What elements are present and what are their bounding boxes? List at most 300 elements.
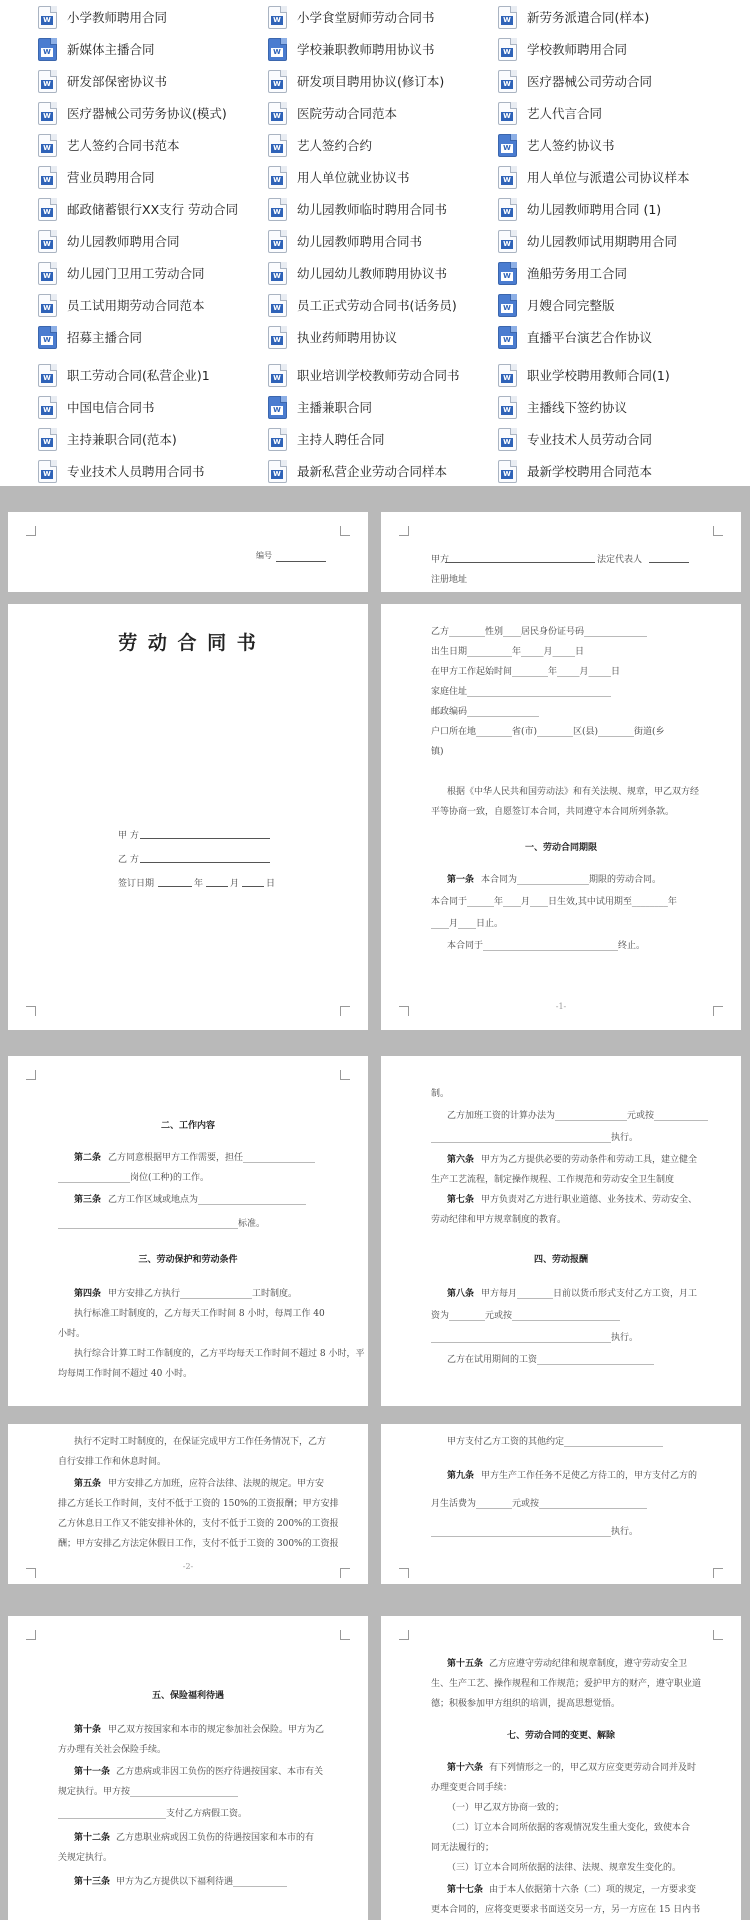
file-item[interactable] xyxy=(268,100,397,126)
word-glyph: W xyxy=(271,208,283,217)
word-glyph: W xyxy=(271,470,283,479)
p4-line-1: 乙方________性别____居民身份证号码______________ xyxy=(431,627,648,637)
article-16-label: 第十六条 xyxy=(447,1763,484,1773)
contract-number-line xyxy=(276,561,326,562)
file-name: 医疗器械公司劳务协议(模式) xyxy=(67,106,227,121)
p4-line-2: 出生日期__________年_____月_____日 xyxy=(431,647,585,657)
file-name: 中国电信合同书 xyxy=(67,400,155,415)
word-doc-icon xyxy=(38,428,57,451)
word-glyph: W xyxy=(501,406,513,415)
file-item[interactable] xyxy=(38,260,205,286)
file-item[interactable] xyxy=(498,458,652,484)
word-doc-icon xyxy=(268,262,287,285)
article-3-line-1: 乙方工作区域或地点为________________________ xyxy=(108,1195,307,1205)
article-5-line-1: 甲方安排乙方加班，应符合法律、法规的规定。甲方安 xyxy=(108,1479,325,1489)
file-item[interactable] xyxy=(498,100,602,126)
article-10-label: 第十条 xyxy=(74,1725,102,1735)
word-glyph: W xyxy=(501,112,513,121)
word-doc-icon xyxy=(268,166,287,189)
word-doc-icon xyxy=(38,460,57,483)
word-doc-icon xyxy=(268,364,287,387)
word-glyph: W xyxy=(41,240,53,249)
file-item[interactable] xyxy=(268,324,397,350)
word-doc-icon xyxy=(498,198,517,221)
crop-mark xyxy=(399,1006,409,1016)
article-10-line-2: 方办理有关社会保险手续。 xyxy=(58,1745,167,1755)
file-item[interactable] xyxy=(498,36,627,62)
article-16-line-3: （一）甲乙双方协商一致的； xyxy=(447,1803,565,1813)
sign-date-label: 签订日期 xyxy=(118,879,155,889)
word-doc-icon xyxy=(38,262,57,285)
article-4-line-3: 小时。 xyxy=(58,1329,86,1339)
file-item[interactable] xyxy=(38,68,167,94)
file-name: 主播兼职合同 xyxy=(297,400,373,415)
p7-line-2: 自行安排工作和休息时间。 xyxy=(58,1457,167,1467)
word-doc-icon xyxy=(268,230,287,253)
page-6 xyxy=(381,1056,741,1406)
crop-mark xyxy=(399,1630,409,1640)
word-doc-icon xyxy=(268,198,287,221)
word-glyph: W xyxy=(41,112,53,121)
article-12-line-2: 关规定执行。 xyxy=(58,1853,113,1863)
word-glyph: W xyxy=(501,240,513,249)
word-glyph: W xyxy=(501,144,513,153)
word-doc-icon xyxy=(498,396,517,419)
word-glyph: W xyxy=(41,16,53,25)
article-4-line-2: 执行标准工时制度的，乙方每天工作时间 8 小时，每周工作 40 xyxy=(74,1309,325,1319)
legal-rep-line xyxy=(649,562,689,563)
file-name: 主持人聘任合同 xyxy=(297,432,385,447)
article-1-line-1: 本合同为________________期限的劳动合同。 xyxy=(481,875,662,885)
file-item[interactable] xyxy=(268,36,435,62)
word-glyph: W xyxy=(271,240,283,249)
page-5 xyxy=(8,1056,368,1406)
article-16-line-2: 办理变更合同手续： xyxy=(431,1783,513,1793)
article-5-line-2: 排乙方延长工作时间，支付不低于工资的 150%的工资报酬；甲方安排 xyxy=(58,1499,339,1509)
word-glyph: W xyxy=(501,470,513,479)
file-name: 艺人签约合同书范本 xyxy=(67,138,180,153)
word-doc-icon xyxy=(498,102,517,125)
file-name: 小学教师聘用合同 xyxy=(67,10,168,25)
file-item[interactable] xyxy=(498,362,670,388)
article-1-line-3: ____月____日止。 xyxy=(431,919,504,929)
article-16-line-5: 同无法履行的； xyxy=(431,1843,495,1853)
word-doc-icon xyxy=(38,6,57,29)
file-item[interactable] xyxy=(38,100,227,126)
p4-section-title: 一、劳动合同期限 xyxy=(524,843,597,853)
file-name: 主持兼职合同(范本) xyxy=(67,432,177,447)
article-8-line-2: 资为________元或按________________________ xyxy=(431,1311,621,1321)
sign-month-line xyxy=(206,886,228,887)
file-name: 执业药师聘用协议 xyxy=(297,330,398,345)
article-17-line-1: 由于本人依据第十六条（二）项的规定，一方要求变 xyxy=(489,1885,697,1895)
file-name: 邮政储蓄银行XX支行 劳动合同 xyxy=(67,202,239,217)
article-11-line-1: 乙方患病或非因工负伤的医疗待遇按国家、本市有关 xyxy=(116,1767,324,1777)
crop-mark xyxy=(399,526,409,536)
word-glyph: W xyxy=(501,48,513,57)
p10-section-title: 七、劳动合同的变更、解除 xyxy=(506,1731,615,1741)
file-item[interactable] xyxy=(268,458,447,484)
article-13-line-1: 甲方为乙方提供以下福利待遇____________ xyxy=(116,1877,288,1887)
article-9-line-3: ________________________________________执行。 xyxy=(431,1527,639,1537)
p6-line-1: 乙方加班工资的计算办法为________________元或按____________ xyxy=(447,1111,709,1121)
word-doc-icon xyxy=(38,70,57,93)
page-1 xyxy=(8,512,368,592)
file-item[interactable] xyxy=(498,4,649,30)
file-item[interactable] xyxy=(498,260,627,286)
article-17-line-2: 更本合同的，应将变更要求书面送交另一方，另一方应在 15 日内书 xyxy=(431,1905,701,1915)
cover-party-b-line xyxy=(140,862,270,863)
p4-line-7: 镇) xyxy=(431,747,444,757)
article-11-label: 第十一条 xyxy=(74,1767,111,1777)
page-3 xyxy=(8,604,368,1030)
file-item[interactable] xyxy=(38,426,177,452)
file-name: 幼儿园教师聘用合同书 xyxy=(297,234,423,249)
word-glyph: W xyxy=(271,438,283,447)
word-doc-icon xyxy=(268,134,287,157)
word-doc-icon xyxy=(38,326,57,349)
file-name: 小学食堂厨师劳动合同书 xyxy=(297,10,435,25)
word-glyph: W xyxy=(501,438,513,447)
word-doc-icon xyxy=(268,6,287,29)
file-name: 研发项目聘用协议(修订本) xyxy=(297,74,445,89)
word-doc-icon xyxy=(498,262,517,285)
crop-mark xyxy=(26,1630,36,1640)
crop-mark xyxy=(399,1568,409,1578)
page-9 xyxy=(8,1616,368,1920)
file-name: 学校兼职教师聘用协议书 xyxy=(297,42,435,57)
file-name: 月嫂合同完整版 xyxy=(527,298,615,313)
word-doc-icon xyxy=(498,230,517,253)
party-a-label: 甲方 xyxy=(431,555,450,565)
word-doc-icon xyxy=(268,460,287,483)
word-glyph: W xyxy=(271,272,283,281)
file-name: 医院劳动合同范本 xyxy=(297,106,398,121)
file-item[interactable] xyxy=(268,68,444,94)
crop-mark xyxy=(26,1006,36,1016)
word-glyph: W xyxy=(271,16,283,25)
word-doc-icon xyxy=(268,70,287,93)
page-8 xyxy=(381,1424,741,1584)
word-doc-icon xyxy=(498,428,517,451)
article-13-label: 第十三条 xyxy=(74,1877,111,1887)
cover-party-a-line xyxy=(140,838,270,839)
file-item[interactable] xyxy=(268,426,385,452)
file-name: 新劳务派遣合同(样本) xyxy=(527,10,650,25)
file-item[interactable] xyxy=(38,132,180,158)
crop-mark xyxy=(340,1006,350,1016)
article-12-label: 第十二条 xyxy=(74,1833,111,1843)
file-item[interactable] xyxy=(498,164,690,190)
article-7-line-1: 甲方负责对乙方进行职业道德、业务技术、劳动安全、 xyxy=(481,1195,698,1205)
file-name: 幼儿园门卫用工劳动合同 xyxy=(67,266,205,281)
word-glyph: W xyxy=(501,374,513,383)
p4-line-5: 邮政编码________________ xyxy=(431,707,540,717)
day-label: 日 xyxy=(266,879,276,889)
p6-line-2: ________________________________________执行。 xyxy=(431,1133,639,1143)
file-name: 幼儿园幼儿教师聘用协议书 xyxy=(297,266,448,281)
party-a-line xyxy=(445,562,595,563)
file-item[interactable] xyxy=(268,394,372,420)
file-item[interactable] xyxy=(38,4,167,30)
article-3-line-2: ________________________________________标准。 xyxy=(58,1219,266,1229)
file-name: 员工试用期劳动合同范本 xyxy=(67,298,205,313)
word-glyph: W xyxy=(501,176,513,185)
word-glyph: W xyxy=(41,272,53,281)
word-glyph: W xyxy=(41,336,53,345)
article-1-line-2: 本合同于______年____月____日生效,其中试用期至________年 xyxy=(431,897,677,907)
file-item[interactable] xyxy=(498,228,677,254)
article-11-line-3: ________________________支付乙方病假工资。 xyxy=(58,1809,248,1819)
sign-year-line xyxy=(158,886,192,887)
crop-mark xyxy=(713,1568,723,1578)
word-glyph: W xyxy=(41,406,53,415)
file-name: 幼儿园教师试用期聘用合同 xyxy=(527,234,678,249)
crop-mark xyxy=(26,1070,36,1080)
word-doc-icon xyxy=(38,230,57,253)
word-glyph: W xyxy=(271,176,283,185)
file-item[interactable] xyxy=(268,132,372,158)
file-item[interactable] xyxy=(498,394,627,420)
file-item[interactable] xyxy=(38,292,205,318)
file-item[interactable] xyxy=(498,132,615,158)
word-glyph: W xyxy=(41,208,53,217)
article-3-label: 第三条 xyxy=(74,1195,102,1205)
file-name: 专业技术人员劳动合同 xyxy=(527,432,653,447)
article-4-label: 第四条 xyxy=(74,1289,102,1299)
article-17-label: 第十七条 xyxy=(447,1885,484,1895)
word-glyph: W xyxy=(501,16,513,25)
word-doc-icon xyxy=(268,102,287,125)
word-doc-icon xyxy=(498,6,517,29)
word-glyph: W xyxy=(271,336,283,345)
article-8-line-4: 乙方在试用期间的工资__________________________ xyxy=(447,1355,655,1365)
word-doc-icon xyxy=(498,326,517,349)
word-glyph: W xyxy=(271,406,283,415)
word-glyph: W xyxy=(501,304,513,313)
word-glyph: W xyxy=(501,80,513,89)
word-doc-icon xyxy=(268,38,287,61)
word-glyph: W xyxy=(41,80,53,89)
file-name: 职业培训学校教师劳动合同书 xyxy=(297,368,460,383)
file-item[interactable] xyxy=(498,426,652,452)
word-glyph: W xyxy=(41,176,53,185)
p4-intro-1: 根据《中华人民共和国劳动法》和有关法规、规章，甲乙双方经 xyxy=(447,787,700,797)
file-name: 员工正式劳动合同书(话务员) xyxy=(297,298,457,313)
word-glyph: W xyxy=(41,374,53,383)
word-doc-icon xyxy=(498,166,517,189)
article-16-line-6: （三）订立本合同所依据的法律、法规、规章发生变化的。 xyxy=(447,1863,682,1873)
article-1-line-4: 本合同于______________________________终止。 xyxy=(447,941,646,951)
word-glyph: W xyxy=(271,304,283,313)
p6-section-title: 四、劳动报酬 xyxy=(533,1255,588,1265)
file-list xyxy=(0,0,750,486)
file-item[interactable] xyxy=(498,292,615,318)
page-number: -1- xyxy=(555,1002,567,1011)
crop-mark xyxy=(713,526,723,536)
crop-mark xyxy=(340,1630,350,1640)
word-glyph: W xyxy=(271,374,283,383)
article-16-line-1: 有下列情形之一的，甲乙双方应变更劳动合同并及时 xyxy=(489,1763,697,1773)
contract-title: 劳 动 合 同 书 xyxy=(118,632,258,654)
article-5-label: 第五条 xyxy=(74,1479,102,1489)
word-doc-icon xyxy=(38,396,57,419)
crop-mark xyxy=(26,1568,36,1578)
article-15-line-3: 德；积极参加甲方组织的培训，提高思想觉悟。 xyxy=(431,1699,621,1709)
p4-line-3: 在甲方工作起始时间________年_____月_____日 xyxy=(431,667,621,677)
p5-section-title: 二、工作内容 xyxy=(160,1121,215,1131)
crop-mark xyxy=(340,1070,350,1080)
file-name: 招募主播合同 xyxy=(67,330,143,345)
file-name: 最新私营企业劳动合同样本 xyxy=(297,464,448,479)
file-item[interactable] xyxy=(268,292,457,318)
page-2 xyxy=(381,512,741,592)
word-glyph: W xyxy=(271,144,283,153)
p8-line-1: 甲方支付乙方工资的其他约定______________________ xyxy=(447,1437,664,1447)
file-name: 艺人签约合约 xyxy=(297,138,373,153)
article-1-label: 第一条 xyxy=(447,875,475,885)
file-name: 主播线下签约协议 xyxy=(527,400,628,415)
page-10 xyxy=(381,1616,741,1920)
word-glyph: W xyxy=(41,144,53,153)
article-4-line-4: 执行综合计算工时工作制度的，乙方平均每天工作时间不超过 8 小时，平 xyxy=(74,1349,365,1359)
page-number: -2- xyxy=(182,1562,194,1571)
article-16-line-4: （二）订立本合同所依据的客观情况发生重大变化，致使本合 xyxy=(447,1823,691,1833)
article-15-line-2: 生、生产工艺、操作规程和工作规范；爱护甲方的财产，遵守职业道 xyxy=(431,1679,702,1689)
month-label: 月 xyxy=(230,879,240,889)
sign-day-line xyxy=(242,886,264,887)
crop-mark xyxy=(713,1630,723,1640)
file-item[interactable] xyxy=(268,196,447,222)
article-11-line-2: 规定执行。甲方按________________________ xyxy=(58,1787,239,1797)
file-item[interactable] xyxy=(38,164,155,190)
file-name: 艺人签约协议书 xyxy=(527,138,615,153)
crop-mark xyxy=(340,1568,350,1578)
file-item[interactable] xyxy=(498,68,652,94)
file-name: 医疗器械公司劳动合同 xyxy=(527,74,653,89)
word-doc-icon xyxy=(38,198,57,221)
cover-party-a-label: 甲 方 xyxy=(118,831,139,841)
word-glyph: W xyxy=(41,304,53,313)
file-name: 用人单位就业协议书 xyxy=(297,170,410,185)
file-name: 幼儿园教师聘用合同 xyxy=(67,234,180,249)
word-doc-icon xyxy=(498,134,517,157)
article-2-label: 第二条 xyxy=(74,1153,102,1163)
page-4 xyxy=(381,604,741,1030)
article-9-line-1: 甲方生产工作任务不足使乙方待工的，甲方支付乙方的 xyxy=(481,1471,698,1481)
word-glyph: W xyxy=(501,208,513,217)
article-2-line-2: ________________岗位(工种)的工作。 xyxy=(58,1173,210,1183)
article-8-label: 第八条 xyxy=(447,1289,475,1299)
word-glyph: W xyxy=(271,80,283,89)
crop-mark xyxy=(26,526,36,536)
word-glyph: W xyxy=(41,438,53,447)
file-item[interactable] xyxy=(268,228,422,254)
word-glyph: W xyxy=(501,272,513,281)
word-doc-icon xyxy=(268,396,287,419)
file-item[interactable] xyxy=(268,362,460,388)
file-item[interactable] xyxy=(38,458,205,484)
file-item[interactable] xyxy=(38,228,180,254)
article-8-line-3: ________________________________________执行。 xyxy=(431,1333,639,1343)
contract-number-label: 编号 xyxy=(256,551,272,560)
article-7-label: 第七条 xyxy=(447,1195,475,1205)
article-6-line-2: 生产工艺流程，制定操作规程、工作规范和劳动安全卫生制度 xyxy=(431,1175,675,1185)
p5-section-2-title: 三、劳动保护和劳动条件 xyxy=(138,1255,238,1265)
cover-party-b-label: 乙 方 xyxy=(118,855,139,865)
file-name: 研发部保密协议书 xyxy=(67,74,168,89)
file-name: 专业技术人员聘用合同书 xyxy=(67,464,205,479)
document-preview xyxy=(0,486,750,1920)
p4-line-6: 户口所在地________省(市)________区(县)________街道(乡 xyxy=(431,727,665,737)
article-12-line-1: 乙方患职业病或因工负伤的待遇按国家和本市的有 xyxy=(116,1833,315,1843)
file-name: 学校教师聘用合同 xyxy=(527,42,628,57)
file-name: 营业员聘用合同 xyxy=(67,170,155,185)
word-doc-icon xyxy=(38,294,57,317)
article-5-line-4: 酬；甲方安排乙方法定休假日工作，支付不低于工资的 300%的工资报 xyxy=(58,1539,339,1549)
file-item[interactable] xyxy=(38,324,142,350)
word-glyph: W xyxy=(41,48,53,57)
article-15-line-1: 乙方应遵守劳动纪律和规章制度，遵守劳动安全卫 xyxy=(489,1659,688,1669)
article-4-line-5: 均每周工作时间不超过 40 小时。 xyxy=(58,1369,193,1379)
word-doc-icon xyxy=(38,166,57,189)
crop-mark xyxy=(713,1006,723,1016)
file-item[interactable] xyxy=(268,4,435,30)
file-name: 直播平台演艺合作协议 xyxy=(527,330,653,345)
file-item[interactable] xyxy=(268,164,410,190)
file-item[interactable] xyxy=(268,260,447,286)
file-item[interactable] xyxy=(498,324,652,350)
year-label: 年 xyxy=(194,879,204,889)
article-15-label: 第十五条 xyxy=(447,1659,484,1669)
word-glyph: W xyxy=(271,112,283,121)
article-9-line-2: 月生活费为________元或按________________________ xyxy=(431,1499,648,1509)
p7-line-1: 执行不定时工时制度的，在保证完成甲方工作任务情况下，乙方 xyxy=(74,1437,327,1447)
word-glyph: W xyxy=(271,48,283,57)
word-doc-icon xyxy=(498,38,517,61)
word-doc-icon xyxy=(38,134,57,157)
file-item[interactable] xyxy=(498,196,661,222)
p4-line-4: 家庭住址________________________________ xyxy=(431,687,612,697)
file-name: 职工劳动合同(私营企业)1 xyxy=(67,368,210,383)
file-name: 渔船劳务用工合同 xyxy=(527,266,628,281)
file-item[interactable] xyxy=(38,394,155,420)
word-doc-icon xyxy=(38,38,57,61)
word-doc-icon xyxy=(268,428,287,451)
article-4-line-1: 甲方安排乙方执行________________工时制度。 xyxy=(108,1289,298,1299)
article-2-line-1: 乙方同意根据甲方工作需要，担任________________ xyxy=(108,1153,316,1163)
article-7-line-2: 劳动纪律和甲方规章制度的教育。 xyxy=(431,1215,567,1225)
article-10-line-1: 甲乙双方按国家和本市的规定参加社会保险。甲方为乙 xyxy=(108,1725,325,1735)
article-6-line-1: 甲方为乙方提供必要的劳动条件和劳动工具，建立健全 xyxy=(481,1155,698,1165)
file-item[interactable] xyxy=(38,36,155,62)
reg-address-label: 注册地址 xyxy=(431,575,468,585)
crop-mark xyxy=(340,526,350,536)
article-9-label: 第九条 xyxy=(447,1471,475,1481)
word-doc-icon xyxy=(38,364,57,387)
file-name: 职业学校聘用教师合同(1) xyxy=(527,368,670,383)
file-item[interactable] xyxy=(38,196,238,222)
article-8-line-1: 甲方每月________日前以货币形式支付乙方工资，月工 xyxy=(481,1289,698,1299)
word-doc-icon xyxy=(268,326,287,349)
word-doc-icon xyxy=(268,294,287,317)
p4-intro-2: 平等协商一致，自愿签订本合同，共同遵守本合同所列条款。 xyxy=(431,807,675,817)
word-doc-icon xyxy=(498,294,517,317)
file-name: 幼儿园教师临时聘用合同书 xyxy=(297,202,448,217)
word-glyph: W xyxy=(501,336,513,345)
file-item[interactable] xyxy=(38,362,210,388)
file-name: 幼儿园教师聘用合同 (1) xyxy=(527,202,662,217)
